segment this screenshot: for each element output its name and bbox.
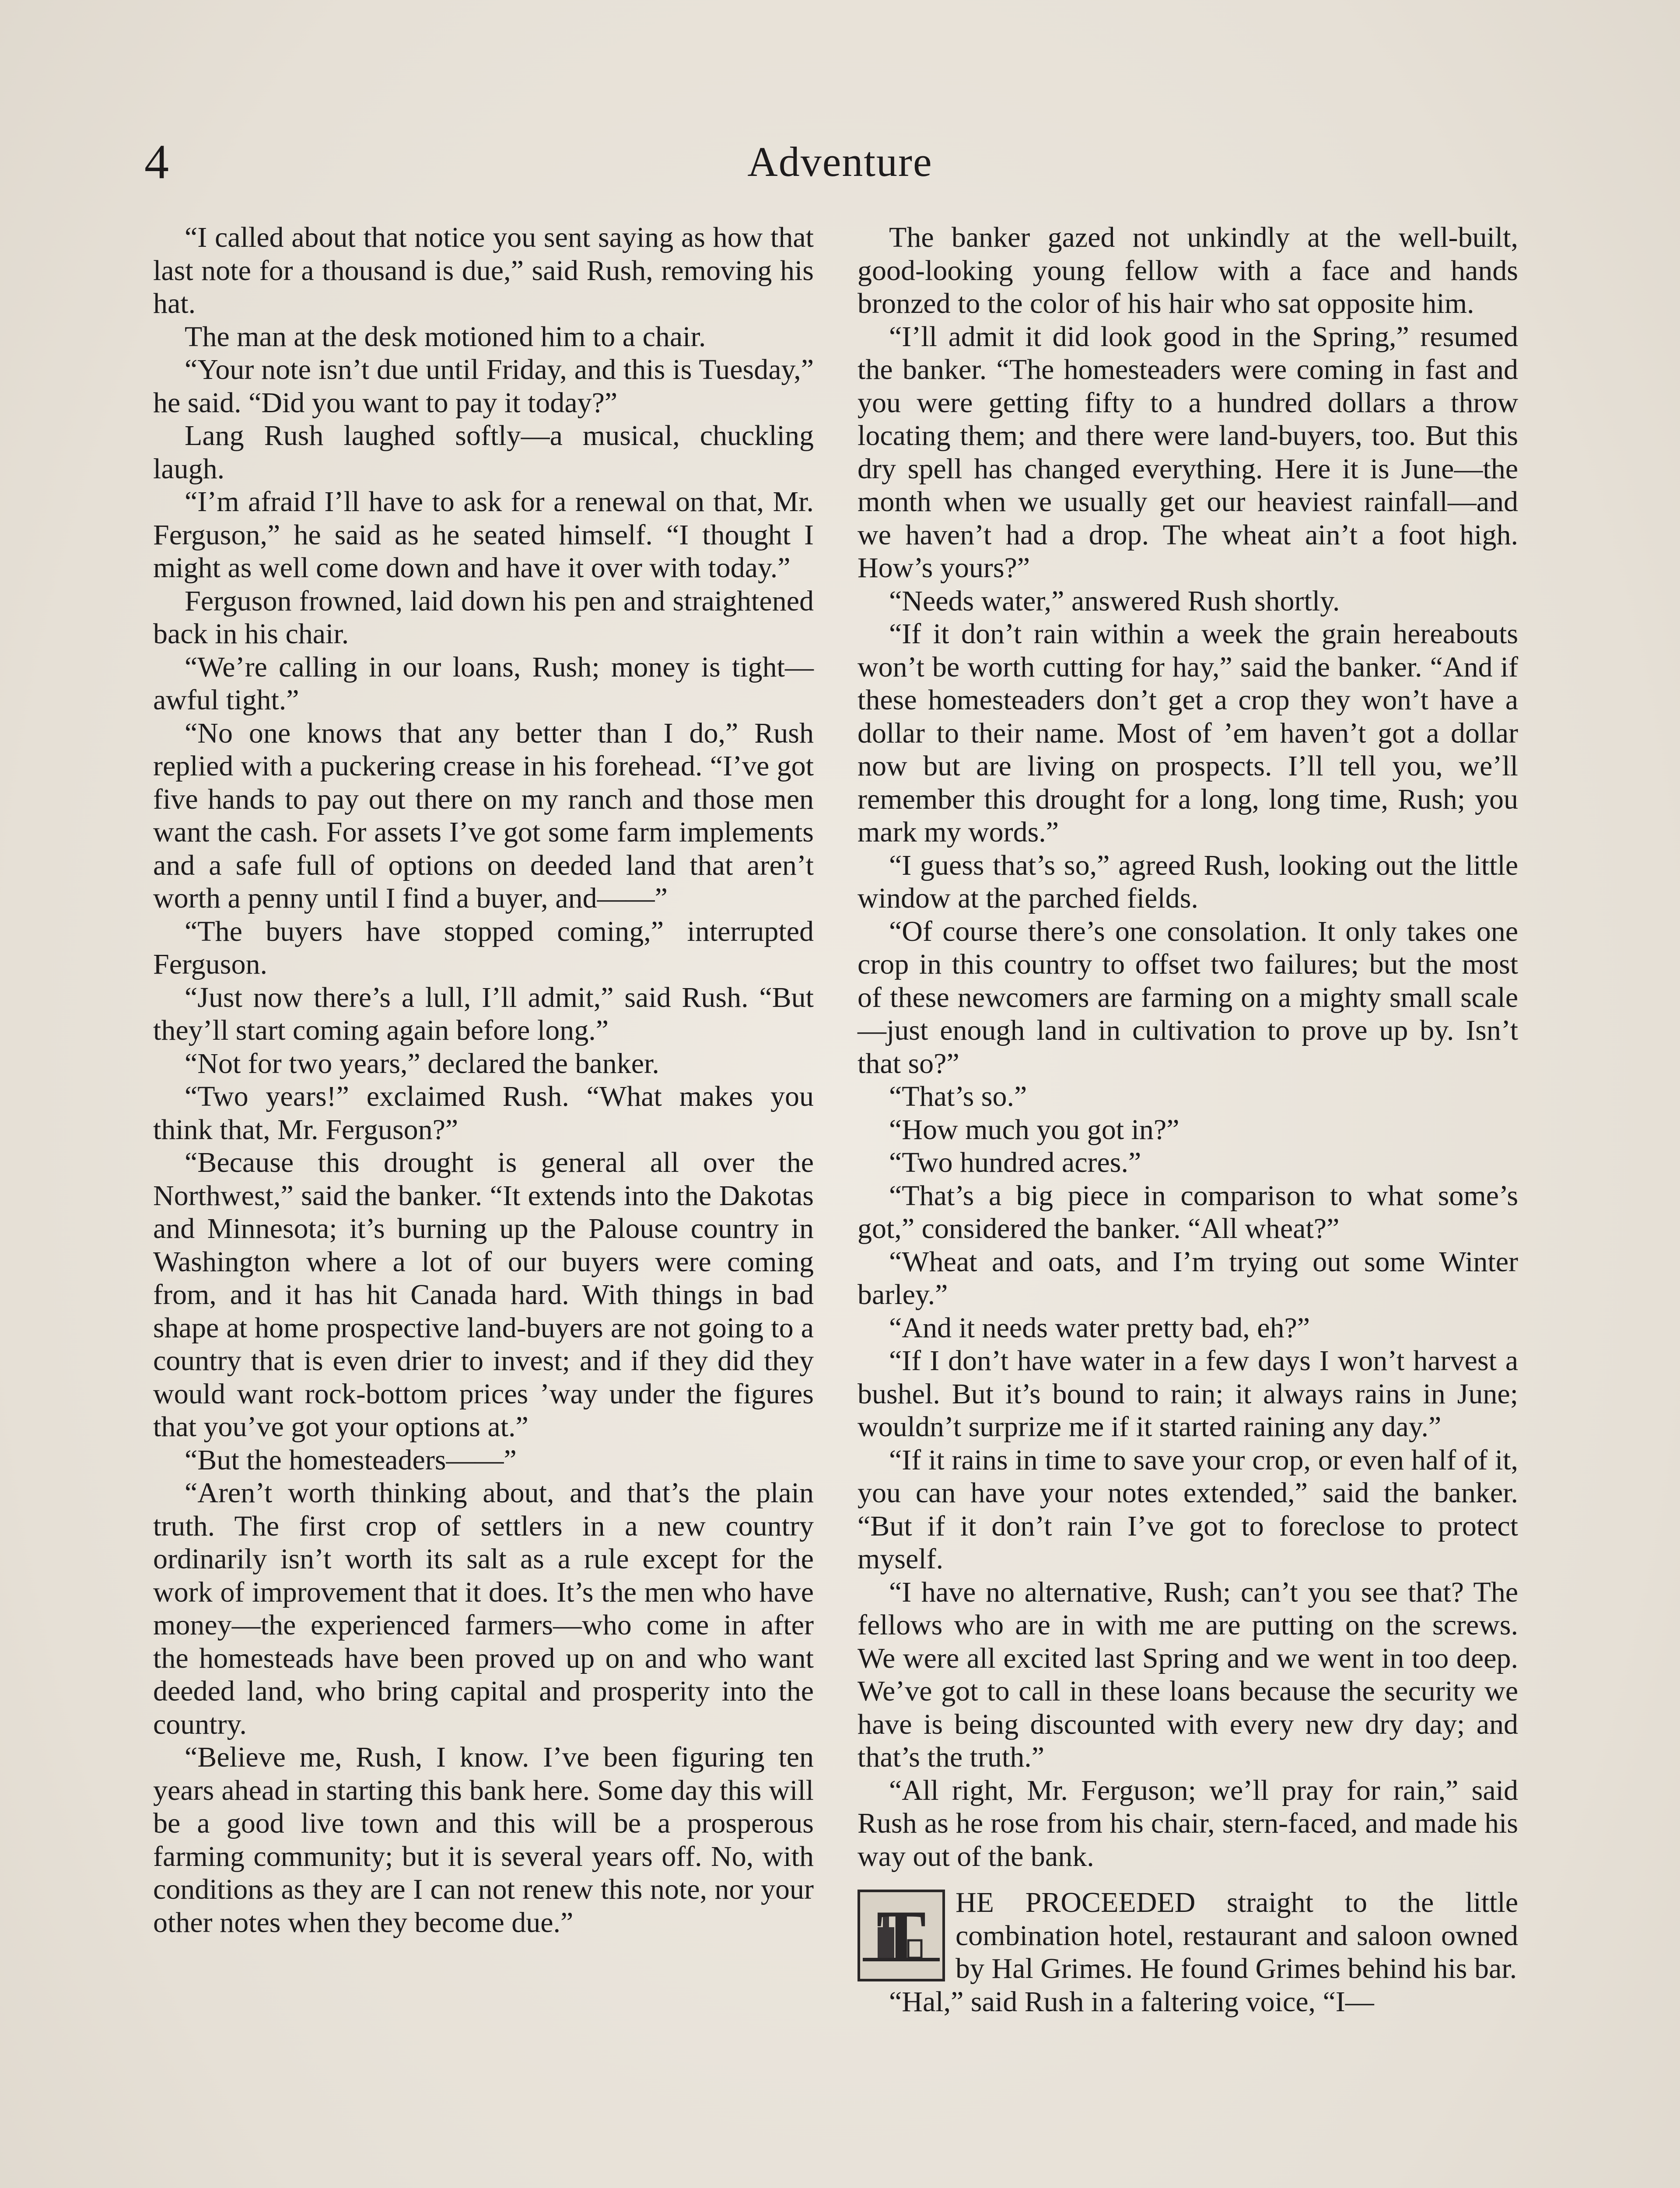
paragraph: “The buyers have stopped coming,” interrupted Ferguson. [153, 915, 814, 980]
paragraph: “That’s a big piece in comparison to what some’s got,” considered the banker. “All wheat?” [858, 1179, 1518, 1245]
right-column [858, 221, 1518, 2018]
paragraph: “Your note isn’t due until Friday, and this is Tuesday,” he said. “Did you want to pay it today?” [153, 354, 814, 419]
paragraph: “Hal,” said Rush in a faltering voice, “I— [889, 1985, 1374, 2018]
page-header [144, 131, 1536, 193]
paragraph: “Because this drought is general all over the Northwest,” said the banker. “It extends into the Dakotas and Minnesota; it’s burning up the Palouse country in Washington where a lot of our buyers were coming from, and it has hit Canada hard. With things in bad shape at home prospective land-buyers are not going to a country that is even drier to invest; and if they did they would want rock-bottom prices ’way under the figures that you’ve got your options at.” [153, 1147, 814, 1443]
paragraph: “Just now there’s a lull, I’ll admit,” said Rush. “But they’ll start coming again before long.” [153, 981, 814, 1046]
paragraph: “I guess that’s so,” agreed Rush, looking out the little window at the parched fields. [858, 849, 1518, 914]
paragraph: “Of course there’s one consolation. It only takes one crop in this country to offset two failures; but the most of these newcomers are farming on a mighty small scale—just enough land in cultivation to prove up by. Isn’t that so?” [858, 915, 1518, 1080]
paragraph: Lang Rush laughed softly—a musical, chuckling laugh. [153, 420, 814, 485]
paragraph: “We’re calling in our loans, Rush; money is tight—awful tight.” [153, 651, 814, 716]
paragraph: “Aren’t worth thinking about, and that’s the plain truth. The first crop of settlers in a new country ordinarily isn’t worth its salt as a rule except for the work of improvement that it does. It’s the men who have money—the experienced farmers—who come in after the homesteads have been proved up on and who want deeded land, who bring capital and prosperity into the country. [153, 1477, 814, 1740]
section-start [858, 1886, 1518, 1985]
paragraph: “That’s so.” [889, 1080, 1027, 1112]
paragraph: “If it rains in time to save your crop, or even half of it, you can have your notes extended,” said the banker. “But if it don’t rain I’ve got to foreclose to protect myself. [858, 1444, 1518, 1575]
paragraph: “I’m afraid I’ll have to ask for a renewal on that, Mr. Ferguson,” he said as he seated himself. “I thought I might as well come down and have it over with today.” [153, 486, 814, 584]
paragraph: “How much you got in?” [889, 1113, 1180, 1146]
paragraph: “If it don’t rain within a week the grain hereabouts won’t be worth cutting for hay,” said the banker. “And if these homesteaders don’t get a crop they won’t have a dollar to their name. Most of ’em haven’t got a dollar now but are living on prospects. I’ll tell you, we’ll remember this drought for a long, long time, Rush; you mark my words.” [858, 618, 1518, 848]
paragraph: “Two hundred acres.” [889, 1147, 1141, 1178]
paragraph: “I have no alternative, Rush; can’t you see that? The fellows who are in with me are putting on the screws. We were all excited last Spring and we went in too deep. We’ve got to call in these loans because the security we have is being discounted with every new dry day; and that’s the truth.” [858, 1576, 1518, 1773]
paragraph: “All right, Mr. Ferguson; we’ll pray for rain,” said Rush as he rose from his chair, stern-faced, and made his way out of the bank. [858, 1774, 1518, 1872]
paragraph: “I’ll admit it did look good in the Spring,” resumed the banker. “The homesteaders were coming in fast and you were getting fifty to a hundred dollars a throw locating them; and there were land-buyers, too. But this dry spell has changed everything. Here it is June—the month when we usually get our heaviest rainfall—and we haven’t had a drop. The wheat ain’t a foot high. How’s yours?” [858, 320, 1518, 584]
paragraph: “Needs water,” answered Rush shortly. [889, 585, 1340, 617]
paragraph: “I called about that notice you sent saying as how that last note for a thousand is due,” said Rush, removing his hat. [153, 221, 814, 319]
paragraph: The man at the desk motioned him to a chair. [185, 320, 706, 353]
paragraph: “And it needs water pretty bad, eh?” [889, 1311, 1310, 1344]
paragraph: “Two years!” exclaimed Rush. “What makes you think that, Mr. Ferguson?” [153, 1080, 814, 1146]
paragraph: The banker gazed not unkindly at the well-built, good-looking young fellow with a face and hands bronzed to the color of his hair who sat opposite him. [858, 221, 1518, 319]
drop-cap-letter: T [876, 1895, 926, 1978]
magazine-title: Adventure [747, 138, 933, 185]
paragraph: “No one knows that any better than I do,” Rush replied with a puckering crease in his forehead. “I’ve got five hands to pay out there on my ranch and those men want the cash. For assets I’ve got some farm implements and a safe full of options on deeded land that aren’t worth a penny until I find a buyer, and——” [153, 717, 814, 914]
paragraph: Ferguson frowned, laid down his pen and straightened back in his chair. [153, 585, 814, 650]
page-number: 4 [144, 135, 169, 189]
illustrated-drop-cap [858, 1890, 945, 1981]
paragraph: “Not for two years,” declared the banker. [185, 1047, 659, 1080]
paragraph: HE PROCEEDED straight to the little combination hotel, restaurant and saloon owned by Hal Grimes. He found Grimes behind his bar. [956, 1886, 1518, 1985]
paragraph: “If I don’t have water in a few days I won’t harvest a bushel. But it’s bound to rain; it always rains in June; wouldn’t surprize me if it started raining any day.” [858, 1345, 1518, 1443]
paragraph: “Believe me, Rush, I know. I’ve been figuring ten years ahead in starting this bank here. Some day this will be a good live town and this will be a prosperous farming community; but it is several years off. No, with conditions as they are I can not renew this note, nor your other notes when they become due.” [153, 1741, 814, 1939]
left-column [153, 221, 814, 1939]
paragraph: “But the homesteaders——” [185, 1444, 517, 1476]
paragraph: “Wheat and oats, and I’m trying out some Winter barley.” [858, 1245, 1518, 1311]
